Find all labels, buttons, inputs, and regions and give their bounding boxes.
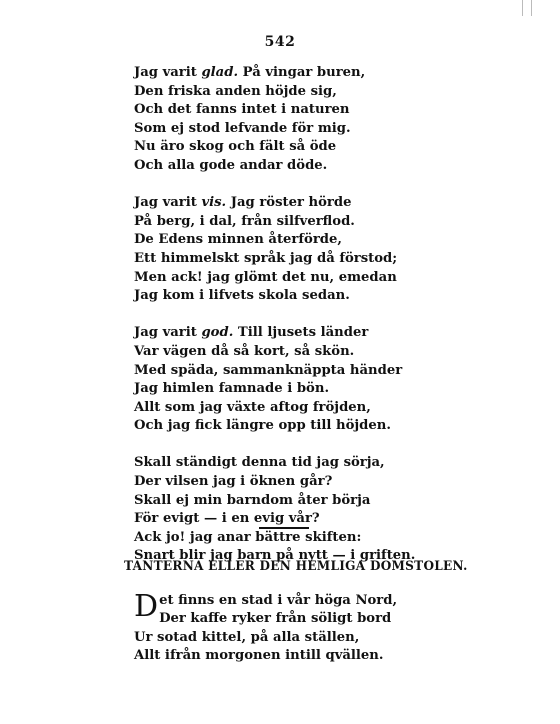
poem-line: Jag kom i lifvets skola sedan.: [134, 288, 350, 304]
poem-line: Allt ifrån morgonen intill qvällen.: [134, 648, 384, 664]
poem-line: Der kaffe ryker från söligt bord: [159, 611, 392, 627]
poem: [134, 64, 415, 585]
drop-cap: D: [134, 589, 159, 624]
poem-line: Den friska anden höjde sig,: [134, 83, 337, 99]
poem-line: Der vilsen jag i öknen går?: [134, 474, 333, 490]
poem-line: Som ej stod lefvande för mig.: [134, 120, 351, 136]
poem-line: Men ack! jag glömt det nu, emedan: [134, 269, 397, 285]
poem-line: Skall ständigt denna tid jag sörja,: [134, 455, 385, 471]
poem-line: Ur sotad kittel, på alla ställen,: [134, 629, 360, 645]
stanza: [134, 194, 415, 306]
poem-line: På berg, i dal, från silfverflod.: [134, 213, 355, 229]
page-corner-mark: [522, 0, 532, 16]
second-poem: [134, 589, 398, 666]
poem-line: Skall ej min barndom åter börja: [134, 492, 371, 508]
section-divider: [259, 527, 309, 529]
poem-line: Allt som jag växte aftog fröjden,: [134, 399, 371, 415]
poem-line: Snart blir jag barn på nytt — i griften.: [134, 548, 416, 564]
section-title: TANTERNA ELLER DEN HEMLIGA DOMSTOLEN.: [124, 559, 468, 574]
poem-line: För evigt — i en evig vår?: [134, 511, 320, 527]
page-number: 542: [264, 34, 296, 50]
poem-line: Ack jo! jag anar bättre skiften:: [134, 529, 362, 545]
poem-line: Ett himmelskt språk jag då förstod;: [134, 250, 398, 266]
poem-line: Var vägen då så kort, så skön.: [134, 343, 355, 359]
poem-line: Jag varit god. Till ljusets länder: [134, 325, 369, 341]
poem-line: Jag varit vis. Jag röster hörde: [134, 195, 352, 211]
poem-line: Nu äro skog och fält så öde: [134, 139, 337, 155]
stanza: [134, 64, 415, 176]
poem-line: Jag varit glad. På vingar buren,: [134, 65, 366, 80]
stanza: [134, 454, 415, 566]
poem-line: Jag himlen famnade i bön.: [134, 381, 330, 397]
poem-line: Och alla gode andar döde.: [134, 157, 328, 173]
poem-line-first: Det finns en stad i vår höga Nord,: [134, 589, 398, 624]
poem-line: Och det fanns intet i naturen: [134, 102, 350, 118]
poem-line: De Edens minnen återförde,: [134, 232, 342, 248]
poem-line: Med späda, sammanknäppta händer: [134, 362, 403, 378]
stanza: [134, 324, 415, 436]
poem-line: Och jag fick längre opp till höjden.: [134, 418, 391, 434]
